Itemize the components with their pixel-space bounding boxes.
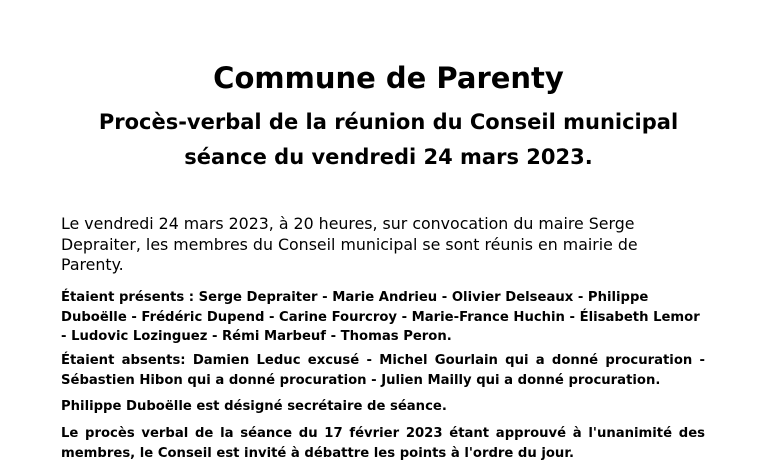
intro-paragraph: Le vendredi 24 mars 2023, à 20 heures, sur convocation du maire Serge Depraiter, les membres du Conseil municipal se sont réunis en mairie de Parenty. xyxy=(61,214,638,274)
document-title: Commune de Parenty xyxy=(213,61,564,95)
document-subtitle-line1: Procès-verbal de la réunion du Conseil municipal xyxy=(98,110,679,134)
attendees-present-paragraph: Étaient présents : Serge Depraiter - Marie Andrieu - Olivier Delseaux - Philippe Duboëlle - Frédéric Dupend - Carine Fourcroy - Marie-France Huchin - Élisabeth Lemor - Ludovic Lozinguez - Rémi Marbeuf - Thomas Peron. xyxy=(61,290,700,344)
attendees-absent-paragraph: Étaient absents: Damien Leduc excusé - Michel Gourlain qui a donné procuration - Sébastien Hibon qui a donné procuration - Julien Mailly qui a donné procuration. xyxy=(61,353,705,388)
document-subtitle-line2: séance du vendredi 24 mars 2023. xyxy=(184,145,593,169)
approval-paragraph: Le procès verbal de la séance du 17 février 2023 étant approuvé à l'unanimité des membres, le Conseil est invité à débattre les points à l'ordre du jour. xyxy=(61,426,705,461)
secretary-paragraph: Philippe Duboëlle est désigné secrétaire de séance. xyxy=(61,399,447,414)
